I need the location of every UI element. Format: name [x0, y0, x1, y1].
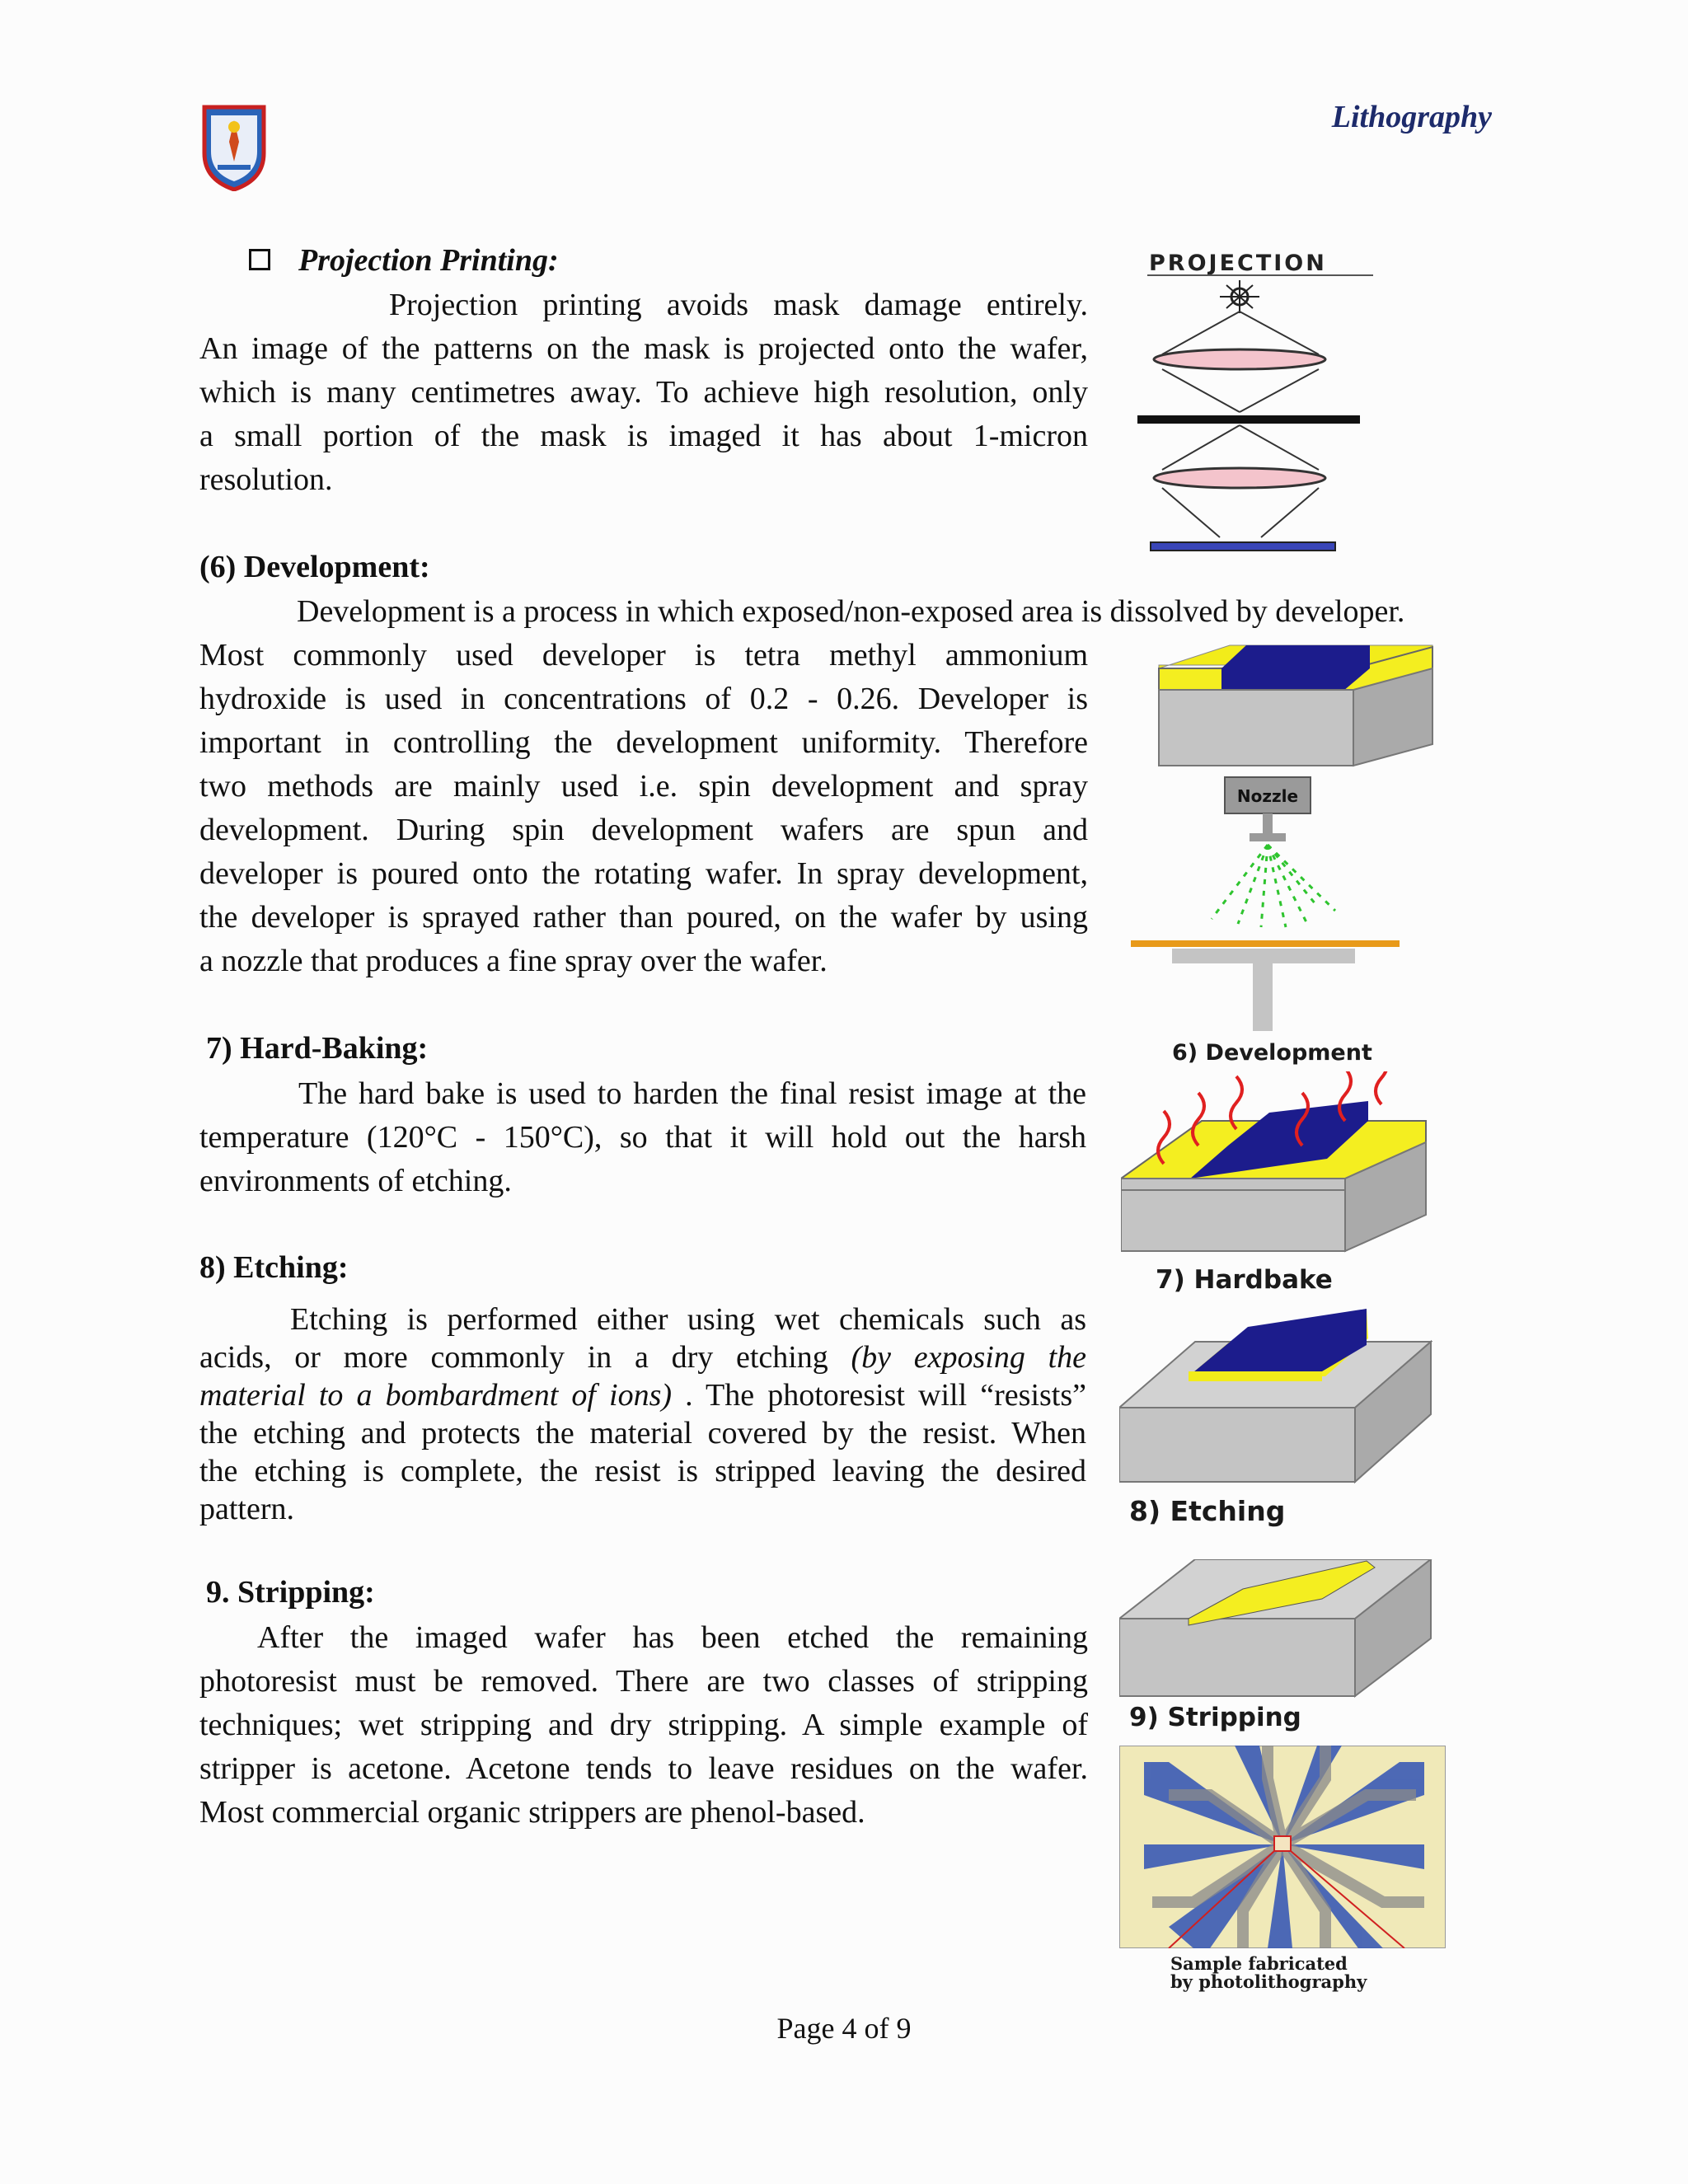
text-line — [199, 1376, 1086, 1414]
text-line: stripper is acetone. Acetone tends to leave residues on the wafer. — [199, 1751, 1088, 1786]
text-line: a nozzle that produces a fine spray over the wafer. — [199, 944, 828, 978]
condenser-lens — [1154, 349, 1325, 369]
etching-heading: 8) Etching: — [199, 1250, 349, 1285]
stripping-heading: 9. Stripping: — [206, 1575, 375, 1610]
text-line: which is many centimetres away. To achieve high resolution, only — [199, 375, 1088, 410]
text-line: two methods are mainly used i.e. spin development and spray — [199, 769, 1088, 804]
wafer-chuck — [1131, 940, 1400, 947]
university-logo — [201, 104, 267, 191]
projection-lens — [1154, 468, 1325, 488]
development-diagram — [1129, 639, 1442, 1067]
text-line — [199, 1338, 1086, 1376]
projection-diagram — [1137, 247, 1385, 560]
page-number: Page 4 of 9 — [776, 2012, 912, 2045]
sample-caption — [1170, 1955, 1367, 1991]
text-span: . The photoresist will “resists” — [685, 1378, 1086, 1413]
hardbake-heading: 7) Hard-Baking: — [206, 1031, 429, 1066]
text-line: techniques; wet stripping and dry stripping. A simple example of — [199, 1708, 1088, 1742]
italic-text-span: (by exposing the — [851, 1340, 1086, 1375]
light-source-icon — [1220, 280, 1259, 313]
stripping-diagram — [1119, 1559, 1432, 1716]
caption-line: Sample fabricated — [1170, 1953, 1348, 1974]
etching-caption: 8) Etching — [1129, 1495, 1286, 1527]
hardbake-caption: 7) Hardbake — [1156, 1265, 1333, 1295]
text-line: important in controlling the development uniformity. Therefore — [199, 725, 1088, 760]
text-span: acids, or more commonly in a dry etching — [199, 1340, 828, 1375]
checkbox-bullet-icon — [249, 249, 270, 270]
text-line: the etching is complete, the resist is stripped leaving the desired — [199, 1454, 1086, 1488]
development-paragraph — [199, 634, 1088, 983]
text-line: development. During spin development wafers are spun and — [199, 813, 1088, 847]
hardbake-paragraph — [199, 1072, 1086, 1203]
text-line: environments of etching. — [199, 1164, 512, 1198]
italic-text-span: material to a bombardment of ions) — [199, 1378, 673, 1413]
development-heading: (6) Development: — [199, 550, 430, 584]
sample-photo — [1119, 1746, 1446, 1948]
stripping-paragraph — [199, 1616, 1088, 1835]
development-caption: 6) Development — [1172, 1040, 1372, 1066]
text-line: An image of the patterns on the mask is projected onto the wafer, — [199, 331, 1088, 366]
text-line: Most commonly used developer is tetra methyl ammonium — [199, 638, 1088, 673]
text-line: resolution. — [199, 462, 333, 497]
text-line: Most commercial organic strippers are phenol-based. — [199, 1795, 865, 1830]
text-line: a small portion of the mask is imaged it has about 1-micron — [199, 419, 1088, 453]
text-line: the developer is sprayed rather than poured, on the wafer by using — [199, 900, 1088, 935]
mask-bar — [1137, 415, 1360, 424]
nozzle-label: Nozzle — [1236, 786, 1299, 806]
text-line: hydroxide is used in concentrations of 0.2 - 0.26. Developer is — [199, 682, 1088, 716]
hardbake-diagram — [1121, 1071, 1434, 1253]
projection-paragraph — [199, 284, 1088, 502]
wafer-bar — [1151, 542, 1335, 551]
text-line: the etching and protects the material covered by the resist. When — [199, 1416, 1086, 1451]
text-line: After the imaged wafer has been etched the remaining — [257, 1620, 1088, 1655]
etching-diagram — [1119, 1309, 1432, 1490]
projection-label: PROJECTION — [1149, 251, 1327, 276]
document-title: Lithography — [1331, 100, 1492, 134]
etching-paragraph — [199, 1301, 1086, 1528]
text-line: pattern. — [199, 1492, 295, 1526]
caption-line: by photolithography — [1170, 1971, 1367, 1992]
text-line: The hard bake is used to harden the final resist image at the — [298, 1076, 1086, 1111]
text-line: Projection printing avoids mask damage entirely. — [389, 288, 1088, 322]
text-line: photoresist must be removed. There are two classes of stripping — [199, 1664, 1088, 1699]
text-line: Etching is performed either using wet chemicals such as — [290, 1302, 1086, 1337]
text-line: developer is poured onto the rotating wafer. In spray development, — [199, 856, 1088, 891]
stripping-caption: 9) Stripping — [1129, 1703, 1301, 1732]
development-first-line: Development is a process in which exposed/non-exposed area is dissolved by developer. — [297, 594, 1405, 629]
text-line: temperature (120°C - 150°C), so that it will hold out the harsh — [199, 1120, 1086, 1155]
projection-heading: Projection Printing: — [298, 243, 559, 278]
